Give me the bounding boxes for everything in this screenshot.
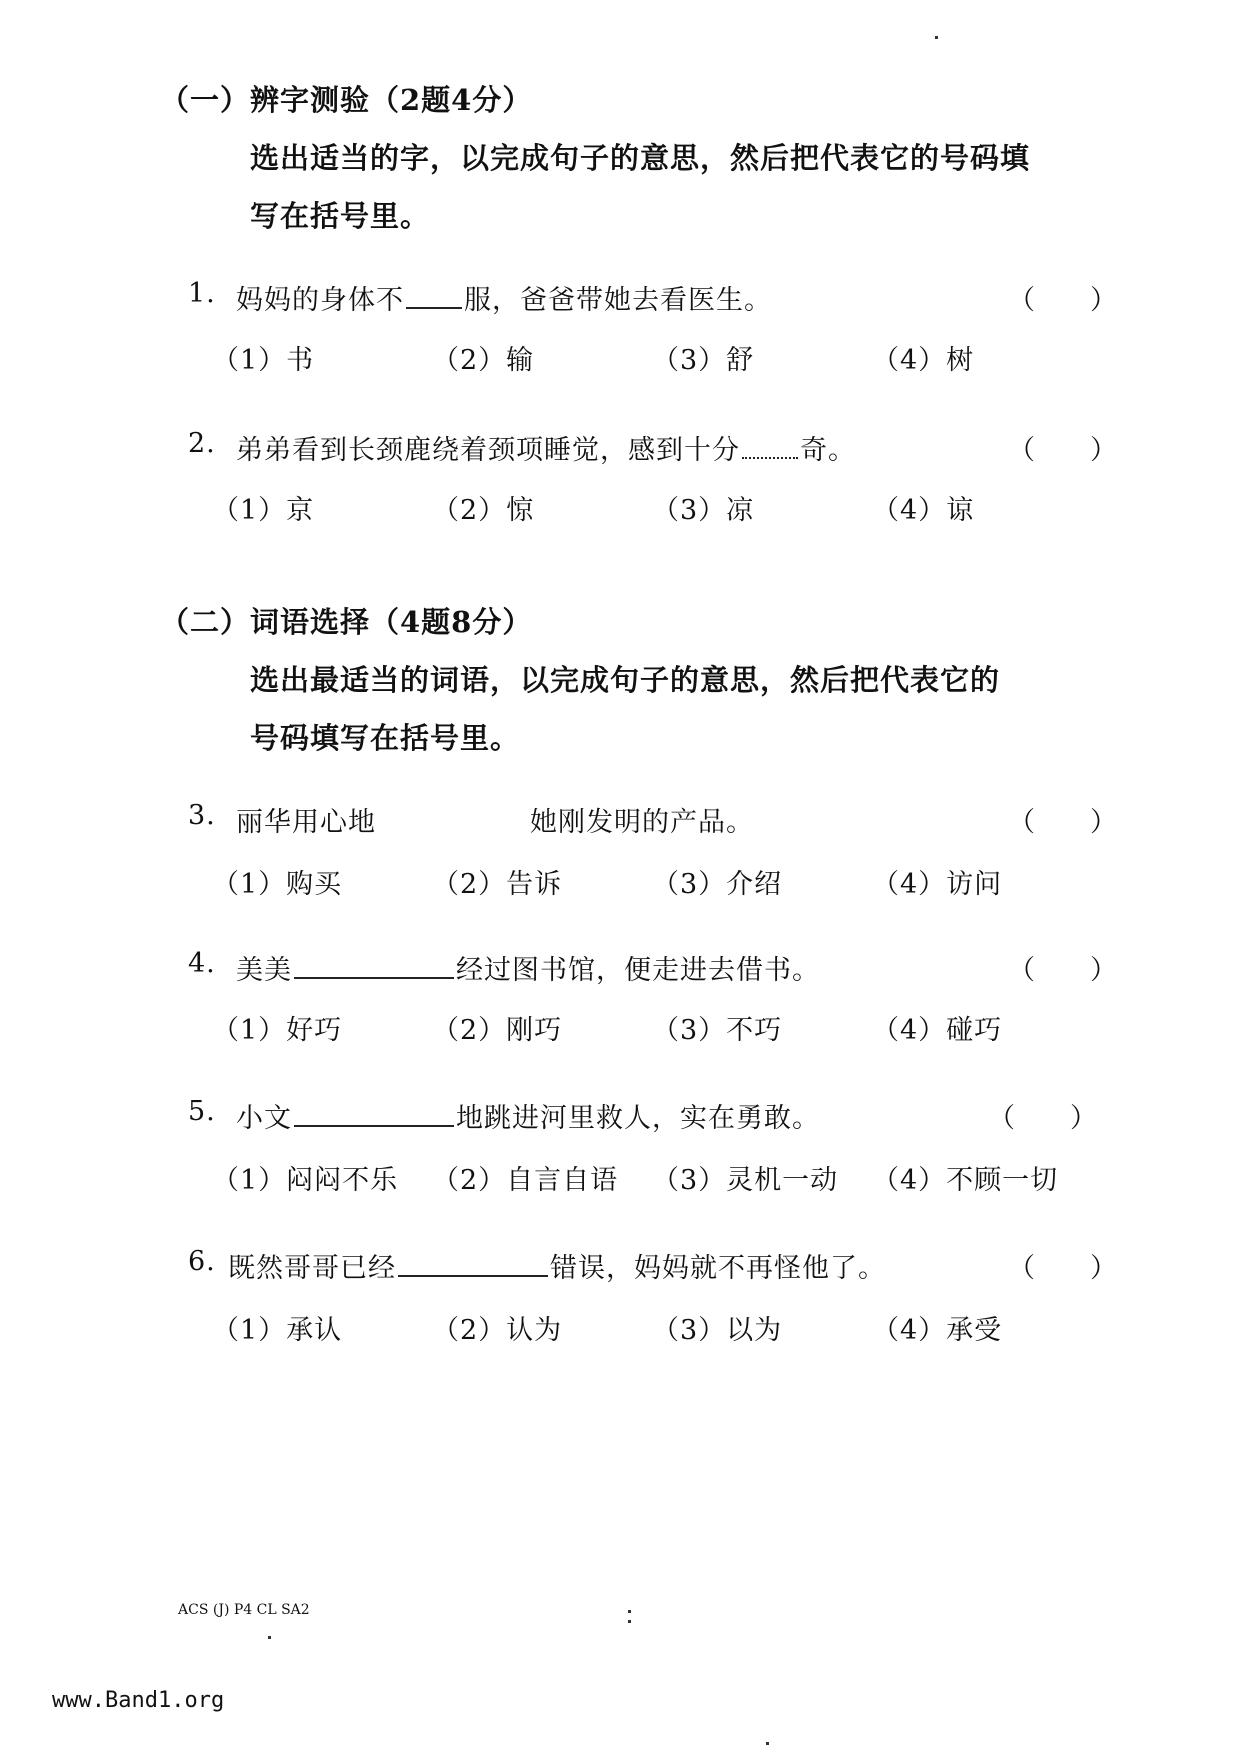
- question-text-before: 美美: [236, 955, 292, 986]
- footer-code: ACS (J) P4 CL SA2: [178, 1602, 310, 1618]
- option-3[interactable]: （3）不巧: [652, 1015, 783, 1046]
- question-text-before: 既然哥哥已经: [228, 1253, 396, 1284]
- option-4[interactable]: （4）不顾一切: [872, 1165, 1059, 1196]
- option-1[interactable]: （1）京: [212, 495, 315, 526]
- option-3[interactable]: （3）舒: [652, 345, 755, 376]
- question-text-after: 她刚发明的产品。: [530, 807, 754, 838]
- question-text-before: 小文: [236, 1103, 292, 1134]
- question-text-after: 错误，妈妈就不再怪他了。: [550, 1253, 886, 1284]
- option-2[interactable]: （2）输: [432, 345, 535, 376]
- answer-parentheses[interactable]: （ ）: [1008, 285, 1118, 316]
- question-3-options: [212, 862, 1092, 902]
- answer-blank[interactable]: [294, 953, 454, 979]
- question-text-after: 地跳进河里救人，实在勇敢。: [456, 1103, 820, 1134]
- section-1-instruction-line-1: 选出适当的字，以完成句子的意思，然后把代表它的号码填: [250, 141, 1031, 175]
- question-number: 2.: [188, 428, 216, 459]
- answer-blank[interactable]: [742, 433, 798, 459]
- scan-speck: [268, 1636, 271, 1639]
- option-3[interactable]: （3）灵机一动: [652, 1165, 839, 1196]
- question-6-options: [212, 1308, 1092, 1348]
- answer-blank[interactable]: [398, 1251, 548, 1277]
- question-text-after: 经过图书馆，便走进去借书。: [456, 955, 820, 986]
- option-3[interactable]: （3）凉: [652, 495, 755, 526]
- question-3: [188, 800, 1118, 840]
- option-4[interactable]: （4）树: [872, 345, 975, 376]
- option-1[interactable]: （1）承认: [212, 1315, 343, 1346]
- answer-parentheses[interactable]: （ ）: [1008, 955, 1118, 986]
- section-1-instruction-line-2: 写在括号里。: [250, 199, 431, 233]
- question-2-options: [212, 488, 1092, 528]
- option-1[interactable]: （1）闷闷不乐: [212, 1165, 399, 1196]
- answer-parentheses[interactable]: （ ）: [988, 1103, 1098, 1134]
- option-1[interactable]: （1）好巧: [212, 1015, 343, 1046]
- question-text-after: 奇。: [800, 435, 856, 466]
- question-1: [188, 278, 1118, 318]
- section-2-instruction-line-2: 号码填写在括号里。: [250, 721, 521, 755]
- question-6: [188, 1246, 1118, 1286]
- question-4: [188, 948, 1118, 988]
- answer-blank[interactable]: [294, 1101, 454, 1127]
- scan-speck: [935, 36, 938, 39]
- option-2[interactable]: （2）告诉: [432, 869, 563, 900]
- scan-speck: [628, 1610, 631, 1613]
- question-2: [188, 428, 1118, 468]
- option-1[interactable]: （1）购买: [212, 869, 343, 900]
- option-4[interactable]: （4）承受: [872, 1315, 1003, 1346]
- option-4[interactable]: （4）谅: [872, 495, 975, 526]
- section-2-title: （二）词语选择（4题8分）: [160, 605, 533, 639]
- answer-blank[interactable]: [378, 805, 528, 831]
- question-number: 6.: [188, 1246, 216, 1277]
- answer-parentheses[interactable]: （ ）: [1008, 1253, 1118, 1284]
- question-text-before: 弟弟看到长颈鹿绕着颈项睡觉，感到十分: [236, 435, 740, 466]
- question-text-before: 丽华用心地: [236, 807, 376, 838]
- scan-speck: [628, 1620, 631, 1623]
- question-text-after: 服，爸爸带她去看医生。: [464, 285, 772, 316]
- option-4[interactable]: （4）访问: [872, 869, 1003, 900]
- answer-parentheses[interactable]: （ ）: [1008, 807, 1118, 838]
- question-5: [188, 1096, 1118, 1136]
- option-2[interactable]: （2）惊: [432, 495, 535, 526]
- answer-parentheses[interactable]: （ ）: [1008, 435, 1118, 466]
- option-4[interactable]: （4）碰巧: [872, 1015, 1003, 1046]
- question-number: 1.: [188, 278, 216, 309]
- question-number: 5.: [188, 1096, 216, 1127]
- question-5-options: [212, 1158, 1092, 1198]
- question-1-options: [212, 338, 1092, 378]
- question-text-before: 妈妈的身体不: [236, 285, 404, 316]
- question-number: 4.: [188, 948, 216, 979]
- option-1[interactable]: （1）书: [212, 345, 315, 376]
- scan-speck: [766, 1742, 769, 1745]
- section-2-instruction-line-1: 选出最适当的词语，以完成句子的意思，然后把代表它的: [250, 663, 1001, 697]
- option-3[interactable]: （3）介绍: [652, 869, 783, 900]
- question-4-options: [212, 1008, 1092, 1048]
- option-2[interactable]: （2）自言自语: [432, 1165, 619, 1196]
- option-2[interactable]: （2）刚巧: [432, 1015, 563, 1046]
- question-number: 3.: [188, 800, 216, 831]
- answer-blank[interactable]: [406, 283, 462, 309]
- website-watermark: www.Band1.org: [52, 1688, 225, 1713]
- section-1-title: （一）辨字测验（2题4分）: [160, 83, 533, 117]
- option-3[interactable]: （3）以为: [652, 1315, 783, 1346]
- option-2[interactable]: （2）认为: [432, 1315, 563, 1346]
